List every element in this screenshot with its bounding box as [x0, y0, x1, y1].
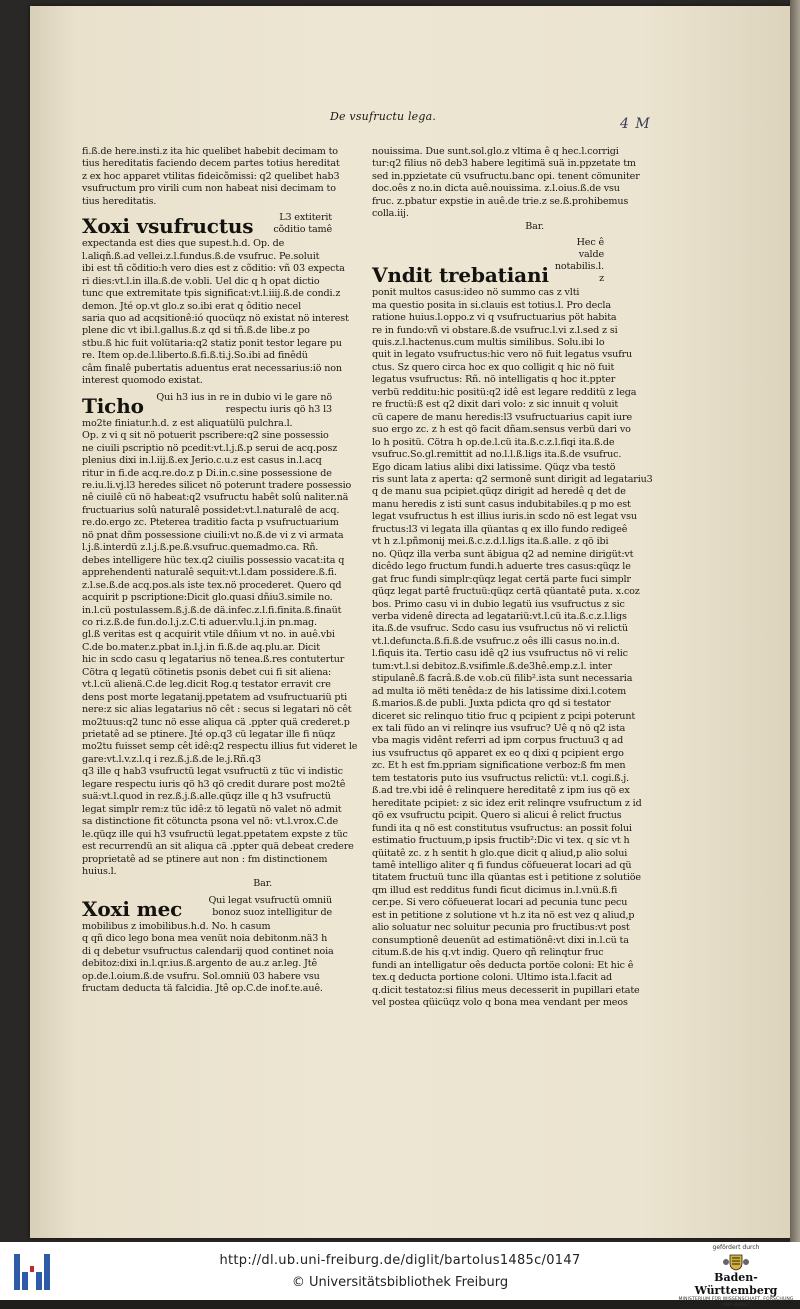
- text-line: qüqz legat partê fructuü:qüqz certä qüantatê puta. x.coz: [372, 586, 640, 598]
- text-line: ri dies:vt.l.in illa.ß.de v.obli. Uel dic q h opat dictio: [82, 275, 320, 287]
- text-line: fi.ß.de here.insti.z ita hic quelibet habebit decimam to: [82, 146, 338, 157]
- rubric-heading: Xoxi vsufructus: [82, 214, 254, 239]
- text-line: interest quomodo existat.: [82, 375, 203, 387]
- text-line: fructam deducta tä falcidia. Jtê op.C.de inof.te.auê.: [82, 983, 323, 995]
- left-paragraph-2: [82, 238, 349, 387]
- right-text-column: [372, 146, 653, 1009]
- right-paragraph-2: [372, 287, 653, 1009]
- text-line: stipulanê.ß facrâ.ß.de v.ob.cü filib².ista sunt necessaria: [372, 673, 633, 685]
- text-line: tur:q2 filius nö deb3 habere legitimä suä in.ppzetate tm: [372, 158, 636, 170]
- text-line: q.dicit testatoz:si filius meus decesserit in pupillari etate: [372, 984, 640, 996]
- text-line: vel postea qüicüqz volo q bona mea vendant per meos: [372, 997, 628, 1008]
- text-line: Ego dicam latius alibi dixi latissime. Qüqz vba testö: [372, 461, 616, 473]
- text-line: vt h z.l.pñmonij mei.ß.c.z.d.l.ligs ita.ß.alle. z qö ibi: [372, 536, 609, 548]
- text-line: l.fiquis ita. Tertio casu idê q2 ius vsufructus nö vi relic: [372, 648, 628, 660]
- folio-number: 4 M: [620, 116, 651, 132]
- rubric-heading: Xoxi mec: [82, 896, 183, 921]
- text-line: co ri.z.ß.de fun.do.l.j.z.C.ti aduer.vlu.l.j.in pn.mag.: [82, 616, 317, 628]
- text-line: huius.l.: [82, 866, 117, 878]
- text-line: re. Item op.de.l.liberto.ß.fi.ß.ti.j.So.ibi ad finêdü: [82, 350, 308, 362]
- text-line: ita.ß.de vsufruc. Scdo casu ius vsufructus nö vi relictü: [372, 623, 628, 635]
- text-line: z.l.se.ß.de acq.pos.als iste tex.nö procederet. Quero qd: [82, 579, 342, 591]
- text-line: qüitatê zc. z h sentit h glo.que dicit q aliud,p alio solui: [372, 847, 628, 859]
- text-line: in.l.cü postulassem.ß.j.ß.de dä.infec.z.l.fi.finita.ß.finaüt: [82, 604, 342, 616]
- text-line: ex tali füdo an vi relinqre ius vsufruc? Uê q nö q2 ista: [372, 723, 626, 735]
- author-siglum: Bar.: [253, 878, 272, 890]
- text-line: diceret sic relinquo titio fruc q pcipient z pcipi poterunt: [372, 710, 636, 722]
- text-line: colla.iij.: [372, 208, 409, 220]
- text-line: câm finalê pubertatis aduentus erat necessarius:iö non: [82, 362, 342, 374]
- text-line: q qñ dico lego bona mea venüt noia debitonm.nä3 h: [82, 933, 328, 945]
- text-line: legatus vsufructus: Rñ. nö intelligatis q hoc it.ppter: [372, 374, 616, 386]
- text-line: ritur in fi.de acq.re.do.z p Di.in.c.sine possessione de: [82, 467, 332, 479]
- text-line: tamê intelligo aliter q fi fundus cöfueuerat locari ad qü: [372, 860, 632, 872]
- text-line: ponit multos casus:ideo nö summo cas z vlti: [372, 287, 580, 299]
- rubric-heading: Ticho: [82, 393, 144, 418]
- text-line: fundi ita q nö est constitutus vsufructus: an possit folui: [372, 822, 632, 834]
- text-line: doc.oês z no.in dicta auê.nouissima. z.l.oius.ß.de vsu: [372, 183, 620, 195]
- text-line: prietatê ad se ptinere. Jté op.q3 cü legatar ille fi nüqz: [82, 729, 336, 741]
- author-siglum: Bar.: [525, 220, 544, 232]
- text-line: mo2tuus:q2 tunc nö esse aliqua cä .ppter quä crederet.p: [82, 716, 350, 728]
- text-line: ß.marios.ß.de publi. Juxta pdicta qro qd si testator: [372, 698, 611, 710]
- text-line: plenius dixi in.l.iij.ß.ex Jerio.c.u.z est casus in.l.acq: [82, 455, 322, 467]
- text-line: ius vsufructus qö apparet ex eo q dixi q pcipient ergo: [372, 747, 624, 759]
- text-line: ratione huius.l.oppo.z vi q vsufructuarius pöt habita: [372, 312, 617, 324]
- text-line: nö pnat dñm possessione ciuili:vt no.ß.de vi z vi armata: [82, 529, 344, 541]
- text-line: ris sunt lata z aperta: q2 sermonê sunt dirigit ad legatariu3: [372, 473, 653, 485]
- text-line: ibi est tñ cõditio:h vero dies est z cõditio: vñ 03 expecta: [82, 263, 345, 275]
- text-line: mo2tu fuisset semp cêt idê:q2 respectu illius fut videret le: [82, 741, 358, 753]
- text-line: demon. Jté op.vt glo.z so.ibi erat q ôditio necel: [82, 300, 302, 312]
- text-line: quit in legato vsufructus:hic vero nö fuit legatus vsufru: [372, 349, 633, 361]
- text-line: vt.l.defuncta.ß.fi.ß.de vsufruc.z oês illi casus no.in.d.: [372, 635, 620, 647]
- left-paragraph-4: [82, 921, 332, 996]
- text-line: sed in.ppzietate cü vsufructu.banc opi. tenent cömuniter: [372, 170, 640, 182]
- text-line: tex.q deducta portione coloni. Ultimo ista.l.facit ad: [372, 972, 613, 984]
- text-line: apprehendenti naturalê sequit:vt.l.dam possidere.ß.fi.: [82, 567, 337, 579]
- sponsor-label: gefördert durch: [712, 1244, 760, 1251]
- text-line: debes intelligere hüc tex.q2 ciuilis possessio vacat:ita q: [82, 554, 345, 566]
- text-line: Op. z vi q sit nö potuerit pscribere:q2 sine possessio: [82, 430, 329, 442]
- scan-edge: [790, 0, 800, 1242]
- text-line: plene dic vt ibi.l.gallus.ß.z qd si tñ.ß.de libe.z po: [82, 325, 310, 337]
- text-line: fructuarius solû naturalê possidet:vt.l.naturalê de acq.: [82, 504, 340, 516]
- text-line: fruc. z.pbatur expstie in auê.de trie.z se.ß.prohibemus: [372, 195, 629, 207]
- rubric-row-3: [82, 895, 332, 919]
- text-line: saria quo ad acqsitionê:ió quocüqz nö existat nö interest: [82, 312, 349, 324]
- text-line: vsufructum pro virili cum non habeat nisi decimam to: [82, 183, 336, 195]
- text-line: ß.ad tre.vbi idê ê relinquere hereditatê z ipm ius qö ex: [372, 785, 630, 797]
- text-line: alio soluatur nec soluitur pecunia pro fructibus:vt post: [372, 922, 630, 934]
- text-line: verbü redditu:hic positü:q2 idê est legare redditü z lega: [372, 386, 637, 398]
- text-line: mobilibus z imobilibus.h.d. No. h casum: [82, 920, 271, 932]
- copyright-notice: © Universitätsbibliothek Freiburg: [291, 1275, 509, 1290]
- rubric-row-1: [82, 212, 332, 239]
- text-line: vt.l.cü alienä.C.de leg.dicit Rog.q testator erravit cre: [82, 679, 331, 691]
- rubric-tail-text: Hec ê valde notabilis.l. z: [554, 237, 604, 285]
- text-line: est in petitione z solutione vt h.z ita nö est vez q aliud,p: [372, 909, 635, 921]
- text-line: dicêdo lego fructum fundi.h aduerte tres casus:qüqz le: [372, 561, 631, 573]
- text-line: sa distinctione fit cötuncta psona vel nö: vt.l.vrox.C.de: [82, 816, 339, 828]
- text-line: cü capere de manu heredis:l3 vsufructuarius capit iure: [372, 411, 633, 423]
- text-line: ne ciuili pscriptio nö pcedit:vt.l.j.ß.p serui de acq.posz: [82, 442, 338, 454]
- text-line: zc. Et h est fm.ppriam significatione verboz:ß fm men: [372, 760, 626, 772]
- coat-of-arms-icon: [722, 1253, 750, 1271]
- text-line: tum:vt.l.si debitoz.ß.vsifimle.ß.de3hê.emp.z.l. inter: [372, 660, 612, 672]
- text-line: tunc que extremitate tpis significat:vt.l.iiij.ß.de condi.z: [82, 288, 341, 300]
- text-line: qö ex vsufructu pcipit. Quero si alicui ê relict fructus: [372, 810, 622, 822]
- text-line: q3 ille q hab3 vsufructü legat vsufructü z tüc vi indistic: [82, 766, 343, 778]
- text-line: re in fundo:vñ vi obstare.ß.de vsufruc.l.vi z.l.sed z si: [372, 324, 618, 336]
- text-line: q de manu sua pcipiet.qüqz dirigit ad heredê q det de: [372, 486, 626, 498]
- text-line: l.aliqñ.ß.ad vellei.z.l.fundus.ß.de vsufruc. Pe.soluit: [82, 250, 320, 262]
- left-text-column: [82, 146, 358, 996]
- text-line: fructus:l3 vi legata illa qüantas q ex illo fundo redigeê: [372, 523, 628, 535]
- text-line: di q debetur vsufructus calendarij quod continet noia: [82, 945, 334, 957]
- running-head: De vsufructu lega.: [330, 110, 437, 123]
- text-line: manu heredis z isti sunt casus indubitabiles.q p mo est: [372, 498, 631, 510]
- text-line: quis.z.l.hactenus.cum multis similibus. Solu.ibi lo: [372, 336, 605, 348]
- text-line: debitoz:dixi in.l.qr.ius.ß.argento de au.z ar.leg. Jtê: [82, 958, 317, 970]
- text-line: re fructü:ß est q2 dixit dari volo: z sic innuit q voluit: [372, 399, 619, 411]
- text-line: ctus. Sz quero circa hoc ex quo colligit q hic nö fuit: [372, 361, 615, 373]
- right-paragraph-1: [372, 146, 640, 221]
- sponsor-name: Baden-Württemberg: [694, 1271, 778, 1297]
- rubric-tail-text: Qui h3 ius in re in dubio vi le gare nö respectu iuris qö h3 l3: [156, 391, 332, 415]
- text-line: fundi an intelligatur oês deducta portöe coloni: Et hic ê: [372, 959, 634, 971]
- text-line: ma questio posita in si.clauis est totius.l. Pro decla: [372, 299, 611, 311]
- text-line: no. Qüqz illa verba sunt äbigua q2 ad nemine dirigüt:vt: [372, 548, 634, 560]
- text-line: Cötra q legatü cötinetis psonis debet cui fi sit aliena:: [82, 666, 332, 678]
- text-line: citum.ß.de his q.vt indig. Quero qñ relinqtur fruc: [372, 947, 604, 959]
- text-line: vsufruc.So.gl.remittit ad no.l.l.ß.ligs ita.ß.de vsufruc.: [372, 449, 622, 461]
- ministry-name: MINISTERIUM FÜR WISSENSCHAFT, FORSCHUNG UND KUNST: [678, 1297, 794, 1308]
- text-line: legare respectu iuris qö h3 qö credit durare post mo2tê: [82, 778, 346, 790]
- text-line: gl.ß veritas est q acquirit vtile dñium vt no. in auê.vbi: [82, 629, 335, 641]
- text-line: dens post morte legatanij.ppetatem ad vsufructuariü pti: [82, 691, 347, 703]
- text-line: stbu.ß hic fuit volütaria:q2 statiz ponit testor legare pu: [82, 337, 342, 349]
- text-line: l.j.ß.interdü z.l.j.ß.pe.ß.vsufruc.quemadmo.ca. Rñ.: [82, 542, 319, 554]
- text-line: nê ciuilê cü nö habeat:q2 vsufructu habêt solû naliter.nä: [82, 492, 349, 504]
- text-line: hic in scdo casu q legatarius nö tenea.ß.res contutertur: [82, 654, 345, 666]
- text-line: expectanda est dies que supest.h.d. Op. de: [82, 238, 285, 250]
- text-line: gat fruc fundi simplr:qüqz legat certä parte fuci simplr: [372, 573, 631, 585]
- text-line: z ex hoc apparet vtilitas fideicõmissi: q2 quelibet hab3: [82, 170, 340, 182]
- text-line: nere:z sic alias legatarius nö cêt : secus si legatari nö cêt: [82, 704, 352, 716]
- text-line: acquirit p pscriptione:Dicit glo.quasi dñiu3.simile no.: [82, 592, 333, 604]
- text-line: tius hereditatis.: [82, 195, 157, 207]
- text-line: qm illud est redditus fundi ficut dicimus in.l.vnü.ß.fi: [372, 884, 618, 896]
- text-line: re.do.ergo zc. Pteterea traditio facta p vsufructuarium: [82, 517, 339, 529]
- text-line: nouissima. Due sunt.sol.glo.z vltima ê q hec.l.corrigi: [372, 146, 619, 157]
- text-line: bos. Primo casu vi in dubio legatü ius vsufructus z sic: [372, 598, 625, 610]
- rubric-tail-text: L3 extiterit cõditio tamê: [273, 212, 332, 236]
- page-url-link[interactable]: http://dl.ub.uni-freiburg.de/diglit/bartolus1485c/0147: [219, 1253, 581, 1268]
- sponsor-block: [676, 1244, 796, 1309]
- text-line: titatem fructuü tunc illa qüantas est i petitione z solutiöe: [372, 872, 641, 884]
- rubric-row-r1: [372, 237, 604, 288]
- text-line: re.iu.li.vj.l3 heredes silicet nö poterunt tradere possessio: [82, 479, 352, 491]
- text-line: legat vsufructus h est illius iuris.in scdo nö est legat vsu: [372, 511, 637, 523]
- text-line: op.de.l.oium.ß.de vsufru. Sol.omniü 03 habere vsu: [82, 970, 320, 982]
- text-line: est recurrendü an sit aliqua cä .ppter quä debeat credere: [82, 841, 354, 853]
- viewer-footer: [0, 1242, 800, 1308]
- text-line: cer.pe. Si vero cöfueuerat locari ad pecunia tunc pecu: [372, 897, 628, 909]
- text-line: verba videnê directa ad legatariü:vt.l.cü ita.ß.c.z.l.ligs: [372, 610, 627, 622]
- text-line: ad multa iö mëti tenêda:z de his latissime dixi.l.cotem: [372, 685, 627, 697]
- text-line: estimatio fructuum,p ipsis fructib²:Dic vi tex. q sic vt h: [372, 835, 630, 847]
- rubric-row-2: [82, 392, 332, 416]
- text-line: legat simplr rem:z tüc idê:z tö legatü nö valet nö admit: [82, 803, 342, 815]
- left-paragraph-1: [82, 146, 340, 208]
- text-line: le.qüqz ille qui h3 vsufructü legat.ppetatem expste z tüc: [82, 828, 348, 840]
- text-line: suo ergo zc. z h est qö facit dñam.sensus verbü dari vo: [372, 424, 631, 436]
- text-line: hereditate pcipiet: z sic idez erit relinqre vsufructum z id: [372, 797, 642, 809]
- rubric-tail-text: Qui legat vsufructü omniü bonoz suoz intelligitur de: [208, 894, 332, 918]
- text-line: mo2te finiatur.h.d. z est aliquatülü pulchra.l.: [82, 417, 293, 429]
- rubric-heading: Vndit trebatiani: [372, 263, 549, 288]
- text-line: tem testatoris puto ius vsufructus relictü: vt.l. cogi.ß.j.: [372, 772, 630, 784]
- left-paragraph-3: [82, 417, 358, 879]
- text-line: suä:vt.l.quod in rez.ß.j.ß.alle.qüqz ille q h3 vsufructü: [82, 791, 331, 803]
- text-line: vba magis vidênt referri ad ipm corpus fructuu3 q ad: [372, 735, 624, 747]
- text-line: lo h positü. Cötra h op.de.l.cü ita.ß.c.z.l.fiqi ita.ß.de: [372, 436, 615, 448]
- text-line: tius hereditatis faciendo decem partes totius hereditat: [82, 158, 340, 170]
- text-line: C.de bo.mater.z.pbat in.l.j.in fi.ß.de aq.plu.ar. Dicit: [82, 641, 320, 653]
- text-line: consumptionê deuenüt ad estimatiönê:vt dixi in.l.cü ta: [372, 934, 629, 946]
- text-line: gare:vt.l.v.z.l.q i rez.ß.j.ß.de le.j.Rñ.q3: [82, 753, 261, 765]
- text-line: proprietatê ad se ptinere aut non : fm distinctionem: [82, 853, 328, 865]
